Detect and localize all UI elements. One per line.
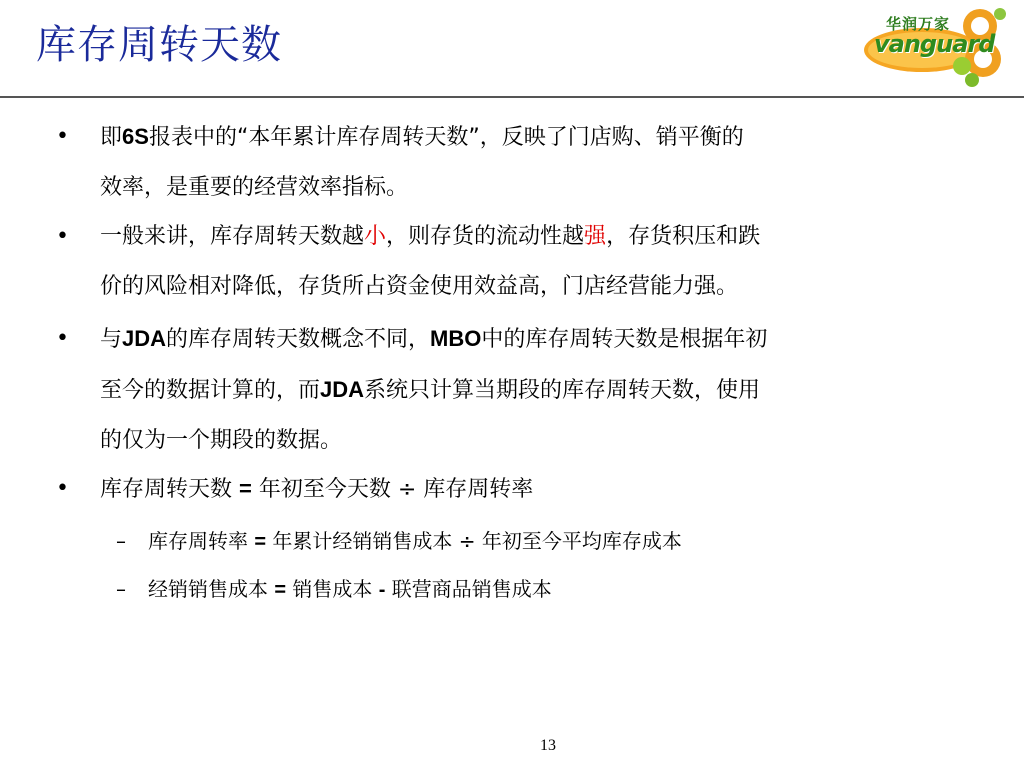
- text-segment-bold: =: [254, 531, 267, 553]
- page-number: 13: [540, 737, 556, 754]
- logo-english-text: vanguard: [874, 30, 995, 58]
- text-segment: 报表中的“本年累计库存周转天数”，反映了门店购、销平衡的: [148, 125, 744, 150]
- text-segment-bold: 6S: [122, 124, 149, 149]
- text-segment: 一般来讲，库存周转天数越: [100, 224, 365, 249]
- text-segment: 销售成本: [286, 577, 379, 601]
- text-segment: 年初至今天数 ÷ 库存周转率: [251, 477, 534, 502]
- text-segment-bold: -: [378, 579, 386, 601]
- text-segment: 库存周转天数: [100, 477, 239, 502]
- bullet-text: [100, 212, 980, 312]
- text-segment: 联营商品销售成本: [385, 577, 552, 601]
- vanguard-logo: [862, 4, 1014, 92]
- text-segment-bold: =: [274, 579, 287, 601]
- bullet-text: [100, 314, 980, 466]
- text-segment-bold: MBO: [430, 326, 482, 351]
- text-segment-bold: JDA: [122, 326, 167, 351]
- text-segment: 的库存周转天数概念不同，: [166, 327, 431, 352]
- bullet-symbol: •: [56, 124, 69, 149]
- bullet-symbol: •: [56, 476, 69, 501]
- sub-bullet-symbol: –: [116, 577, 126, 601]
- text-segment: 中的库存周转天数是根据年初: [481, 327, 768, 352]
- text-segment: ，则存货的流动性越: [386, 224, 585, 249]
- emphasis-text: 强: [584, 224, 607, 249]
- text-segment: ，存货积压和跌: [606, 224, 761, 249]
- slide-title: 库存周转天数: [36, 22, 282, 68]
- text-segment: 与: [100, 327, 123, 352]
- sub-bullet-symbol: –: [116, 529, 126, 553]
- logo-chinese-text: 华润万家: [886, 15, 951, 33]
- bullet-symbol: •: [56, 326, 69, 351]
- bullet-symbol: •: [56, 224, 69, 249]
- emphasis-text: 小: [364, 224, 387, 249]
- text-segment-bold: =: [239, 476, 252, 501]
- text-segment: 效率，是重要的经营效率指标。: [100, 175, 409, 200]
- title-divider: [0, 96, 1024, 98]
- text-segment: 至今的数据计算的，而: [100, 378, 321, 403]
- sub-bullet-text: [148, 516, 1024, 567]
- text-segment-bold: JDA: [320, 377, 365, 402]
- text-segment: 库存周转率: [148, 529, 255, 553]
- bullet-text: [100, 464, 980, 515]
- text-segment: 即: [100, 125, 123, 150]
- text-segment: 的仅为一个期段的数据。: [100, 428, 343, 453]
- bullet-text: [100, 112, 980, 213]
- text-segment: 经销销售成本: [148, 577, 275, 601]
- text-segment: 系统只计算当期段的库存周转天数，使用: [364, 378, 761, 403]
- text-segment: 价的风险相对降低，存货所占资金使用效益高，门店经营能力强。: [100, 274, 739, 299]
- sub-bullet-text: [148, 564, 1024, 615]
- text-segment: 年累计经销销售成本 ÷ 年初至今平均库存成本: [266, 529, 682, 553]
